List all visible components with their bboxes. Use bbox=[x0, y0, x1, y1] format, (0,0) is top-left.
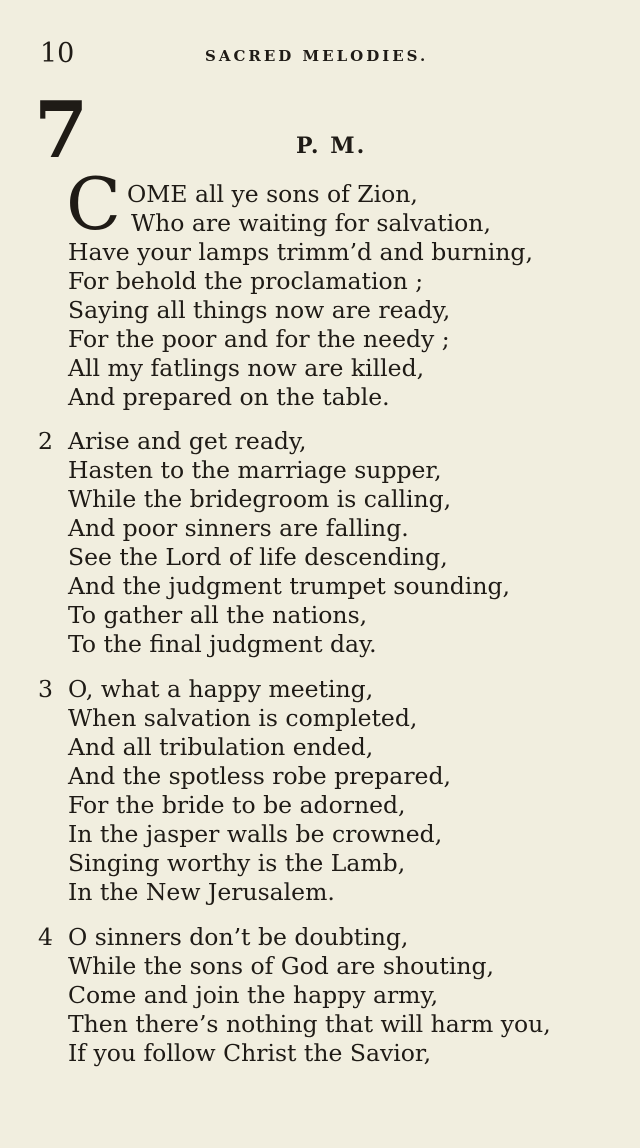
verse-line: Hasten to the marriage supper, bbox=[68, 456, 442, 484]
verse-line: O, what a happy meeting, bbox=[68, 675, 374, 703]
verse-line: While the sons of God are shouting, bbox=[68, 952, 494, 980]
verse-line: When salvation is completed, bbox=[68, 704, 418, 732]
verse-line: Arise and get ready, bbox=[68, 427, 307, 455]
verse-line: And all tribulation ended, bbox=[68, 733, 374, 761]
verse-line: Come and join the happy army, bbox=[68, 981, 439, 1009]
verse-number: 4 bbox=[38, 923, 53, 951]
verse-line: Have your lamps trimm’d and burning, bbox=[68, 238, 533, 266]
drop-cap: C bbox=[66, 162, 122, 246]
verse-line: OME all ye sons of Zion, bbox=[127, 180, 418, 208]
verse-line: For the bride to be adorned, bbox=[68, 791, 406, 819]
verse-line: In the New Jerusalem. bbox=[68, 878, 335, 906]
verse-line: O sinners don’t be doubting, bbox=[68, 923, 409, 951]
verse-line: And prepared on the table. bbox=[68, 383, 390, 411]
verse-line: For behold the proclamation ; bbox=[68, 267, 424, 295]
verse-line: Then there’s nothing that will harm you, bbox=[68, 1010, 551, 1038]
verse-line: For the poor and for the needy ; bbox=[68, 325, 450, 353]
verse-line: And the spotless robe prepared, bbox=[68, 762, 451, 790]
verse-line: While the bridegroom is calling, bbox=[68, 485, 452, 513]
verse-number: 2 bbox=[38, 427, 53, 455]
verse-line: To gather all the nations, bbox=[68, 601, 368, 629]
verse-line: Saying all things now are ready, bbox=[68, 296, 451, 324]
verse-line: All my fatlings now are killed, bbox=[68, 354, 425, 382]
verse-line: See the Lord of life descending, bbox=[68, 543, 448, 571]
running-head: SACRED MELODIES. bbox=[205, 47, 429, 65]
verse-line: Singing worthy is the Lamb, bbox=[68, 849, 406, 877]
verse-line: Who are waiting for salvation, bbox=[131, 209, 491, 237]
verse-line: And poor sinners are falling. bbox=[68, 514, 409, 542]
page-number: 10 bbox=[40, 38, 75, 69]
verse-number: 3 bbox=[38, 675, 53, 703]
verse-line: To the final judgment day. bbox=[68, 630, 377, 658]
verse-line: And the judgment trumpet sounding, bbox=[68, 572, 510, 600]
verse-line: If you follow Christ the Savior, bbox=[68, 1039, 432, 1067]
verse-line: In the jasper walls be crowned, bbox=[68, 820, 443, 848]
hymn-meter: P. M. bbox=[296, 133, 367, 159]
hymn-number: 7 bbox=[34, 85, 89, 176]
